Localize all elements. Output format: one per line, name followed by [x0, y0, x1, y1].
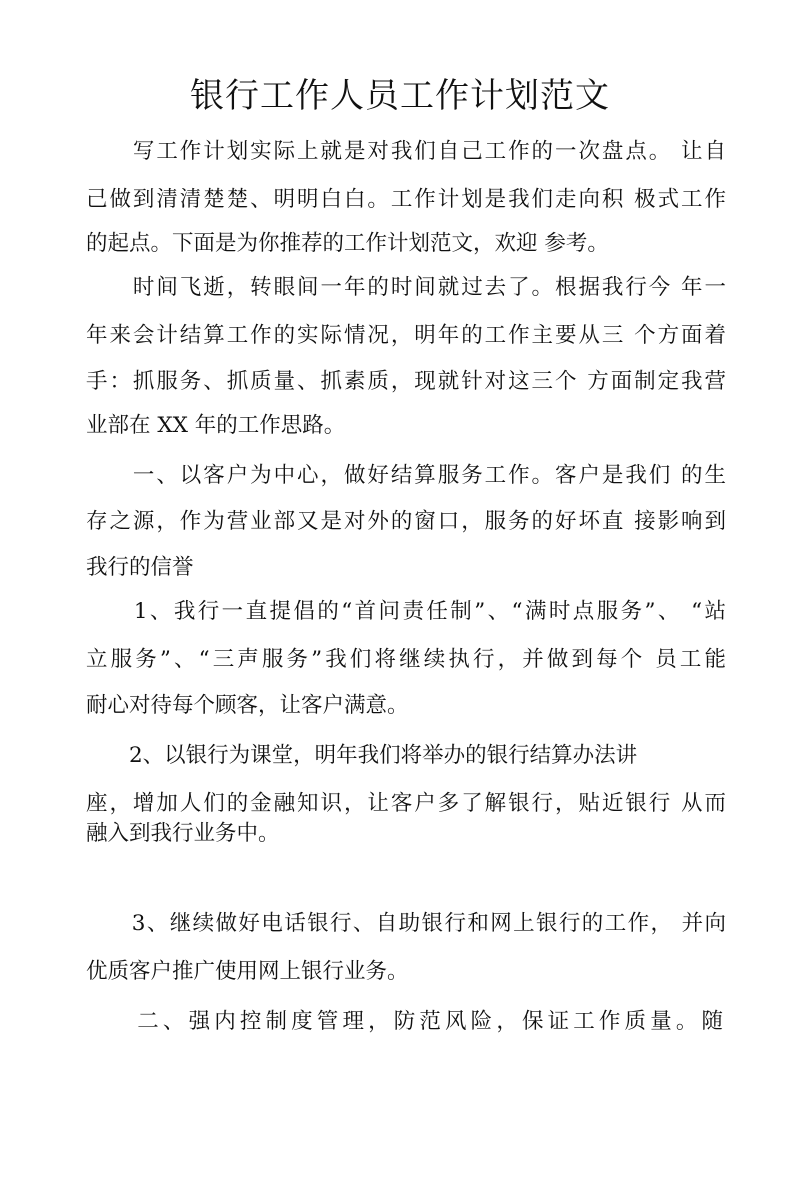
paragraph-line: 写工作计划实际上就是对我们自己工作的一次盘点。 让自 — [86, 139, 726, 164]
paragraph-line: 的起点。下面是为你推荐的工作计划范文，欢迎 参考。 — [86, 231, 609, 256]
paragraph-line: 2、以银行为课堂，明年我们将举办的银行结算办法讲 — [86, 743, 638, 768]
paragraph-line: 手：抓服务、抓质量、抓素质，现就针对这三个 方面制定我营 — [86, 369, 726, 394]
paragraph-line: 年来会计结算工作的实际情况，明年的工作主要从三 个方面着 — [86, 323, 726, 348]
document-title: 银行工作人员工作计划范文 — [190, 76, 610, 116]
paragraph-line: 己做到清清楚楚、明明白白。工作计划是我们走向积 极式工作 — [86, 187, 726, 212]
paragraph-line: 一、以客户为中心，做好结算服务工作。客户是我们 的生 — [86, 463, 726, 488]
paragraph-line: 3、继续做好电话银行、自助银行和网上银行的工作， 并向 — [86, 911, 726, 936]
paragraph-line: 二、强内控制度管理，防范风险，保证工作质量。随 — [86, 1009, 726, 1034]
paragraph-line: 业部在 XX 年的工作思路。 — [86, 413, 346, 438]
paragraph-line: 座，增加人们的金融知识，让客户多了解银行，贴近银行 从而 — [86, 791, 726, 816]
paragraph-line: 优质客户推广使用网上银行业务。 — [86, 959, 409, 984]
paragraph-line: 耐心对待每个顾客，让客户满意。 — [86, 693, 409, 718]
paragraph-line: 时间飞逝，转眼间一年的时间就过去了。根据我行今 年一 — [86, 275, 726, 300]
paragraph-line: 1、我行一直提倡的“首问责任制”、“满时点服务”、 “站 — [86, 599, 726, 624]
paragraph-line: 立服务”、“三声服务”我们将继续执行，并做到每个 员工能 — [86, 647, 726, 672]
paragraph-line: 融入到我行业务中。 — [86, 821, 280, 846]
paragraph-line: 存之源，作为营业部又是对外的窗口，服务的好坏直 接影响到 — [86, 509, 726, 534]
paragraph-line: 我行的信誉 — [86, 555, 194, 580]
